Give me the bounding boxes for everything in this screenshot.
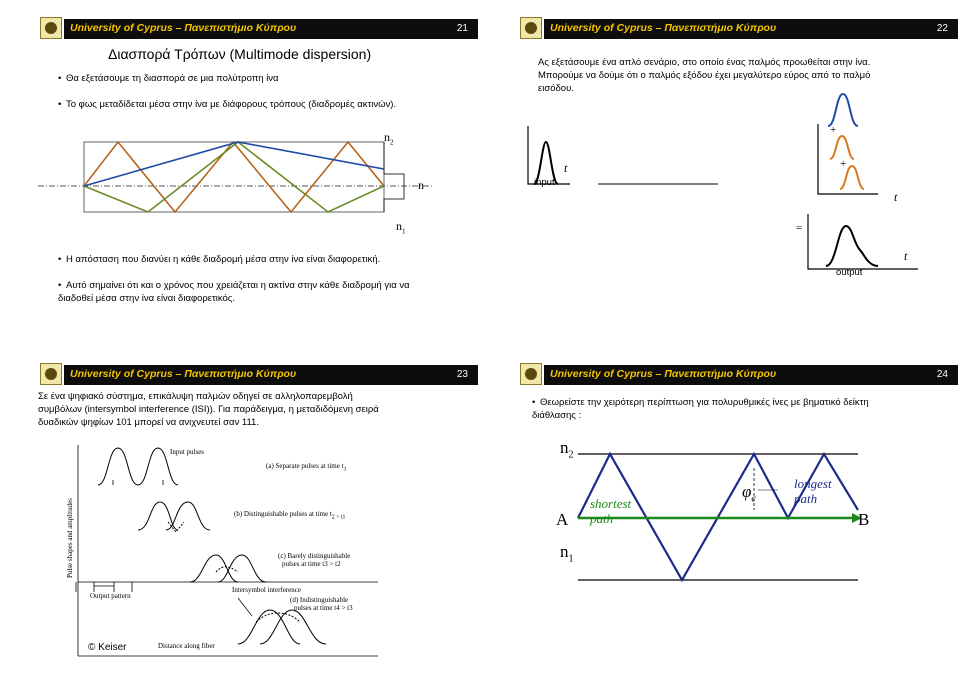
output-pattern-label: Output pattern xyxy=(90,592,131,600)
text-line: συμβόλων (intersymbol interference (ISI)). Για παράδειγμα, η μεταδιδόμενη σειρά xyxy=(38,404,379,415)
bullet-text-cont: διαδοθεί μέσα στην ίνα είναι διαφορετικός. xyxy=(58,293,236,304)
x-axis-label: Distance along fiber xyxy=(158,642,215,650)
n2-label: $n_2$ xyxy=(384,130,394,147)
header-title: University of Cyprus – Πανεπιστήμιο Κύπρου xyxy=(70,22,297,34)
text-line: Ας εξετάσουμε ένα απλό σενάριο, στο οποίο ένας παλμός προωθείται στην ίνα. xyxy=(538,57,871,68)
slide-21 xyxy=(38,14,478,334)
fig-label-d1: (d) Indistinguishable xyxy=(290,596,349,604)
slide-number: 21 xyxy=(456,23,468,34)
fig-label-a: (a) Separate pulses at time $t_1$ xyxy=(266,462,347,473)
point-b-label: B xyxy=(858,510,870,529)
input-pulses-label: Input pulses xyxy=(170,448,205,456)
pulse-diagram xyxy=(518,14,958,334)
slide-heading: Διασπορά Τρόπων (Multimode dispersion) xyxy=(108,46,372,62)
t-label: t xyxy=(894,190,898,204)
bullet-text: • Αυτό σημαίνει ότι και ο χρόνος που χρειάζεται η ακτίνα στην κάθε διαδρομή για να xyxy=(66,279,410,292)
slide-number: 24 xyxy=(936,369,948,380)
phi-c-label: $\varphi_c$ xyxy=(742,482,756,505)
slide-23 xyxy=(38,360,478,680)
equals-sign: = xyxy=(796,222,803,234)
output-label: output xyxy=(836,267,863,278)
header-title: University of Cyprus – Πανεπιστήμιο Κύπρου xyxy=(550,368,777,380)
n2-label: $n_2$ xyxy=(560,438,574,461)
fig-label-d2: pulses at time t4 > t3 xyxy=(294,604,353,612)
slide-number: 22 xyxy=(936,23,948,34)
header-title: University of Cyprus – Πανεπιστήμιο Κύπρου xyxy=(70,368,297,380)
n1-label: $n_1$ xyxy=(396,219,406,236)
bullet-text: • Θεωρείστε την χειρότερη περίπτωση για πολυρυθμικές ίνες με βηματικό δείκτη xyxy=(540,396,869,409)
fig-label-b: (b) Distinguishable pulses at time $t_{2 > t1}$ xyxy=(234,510,346,521)
longest-path-label: path xyxy=(794,491,818,506)
text-line: Μπορούμε να δούμε ότι ο παλμός εξόδου έχει μεγαλύτερο εύρος από το παλμό xyxy=(538,70,871,81)
slide-24 xyxy=(518,360,958,680)
shortest-path-label: path xyxy=(590,511,614,526)
t-label: t xyxy=(904,249,908,263)
text-line: δυαδικών ψηφίων 101 μπορεί να ανιχνευτεί σαν 111. xyxy=(38,417,259,428)
point-a-label: A xyxy=(556,510,569,529)
text-line: Σε ένα ψηφιακό σύστημα, επικάλυψη παλμών οδηγεί σε αλληλοπαρεμβολή xyxy=(38,391,353,402)
path-diagram xyxy=(518,360,958,680)
bullet-text: • Η απόσταση που διανύει η κάθε διαδρομή μέσα στην ίνα είναι διαφορετική. xyxy=(66,253,380,266)
isi-label: Intersymbol interference xyxy=(232,586,301,594)
n1-label: $n_1$ xyxy=(560,542,574,565)
fig-label-c1: (c) Barely distinguishable xyxy=(278,552,351,560)
bullet-text: • Θα εξετάσουμε τη διασπορά σε μια πολύτροπη ίνα xyxy=(66,72,279,85)
n-label: n xyxy=(418,178,424,192)
plus-sign: + xyxy=(830,124,837,136)
slide-number: 23 xyxy=(456,369,468,380)
header-title: University of Cyprus – Πανεπιστήμιο Κύπρου xyxy=(550,22,777,34)
shortest-path-label: shortest xyxy=(590,496,632,511)
copyright: © Keiser xyxy=(88,642,127,653)
y-axis-label: Pulse shapes and amplitudes xyxy=(66,498,74,578)
bullet-text-cont: διάθλασης : xyxy=(532,410,582,421)
t-label: t xyxy=(564,161,568,175)
longest-path-label: longest xyxy=(794,476,832,491)
fig-label-c2: pulses at time t3 > t2 xyxy=(282,560,341,568)
slide-22 xyxy=(518,14,958,334)
input-label: input xyxy=(534,177,555,188)
bullet-text: • Το φως μεταδίδεται μέσα στην ίνα με διάφορους τρόπους (διαδρομές ακτινών). xyxy=(66,98,396,111)
text-line: εισόδου. xyxy=(538,83,574,94)
plus-sign: + xyxy=(840,158,847,170)
